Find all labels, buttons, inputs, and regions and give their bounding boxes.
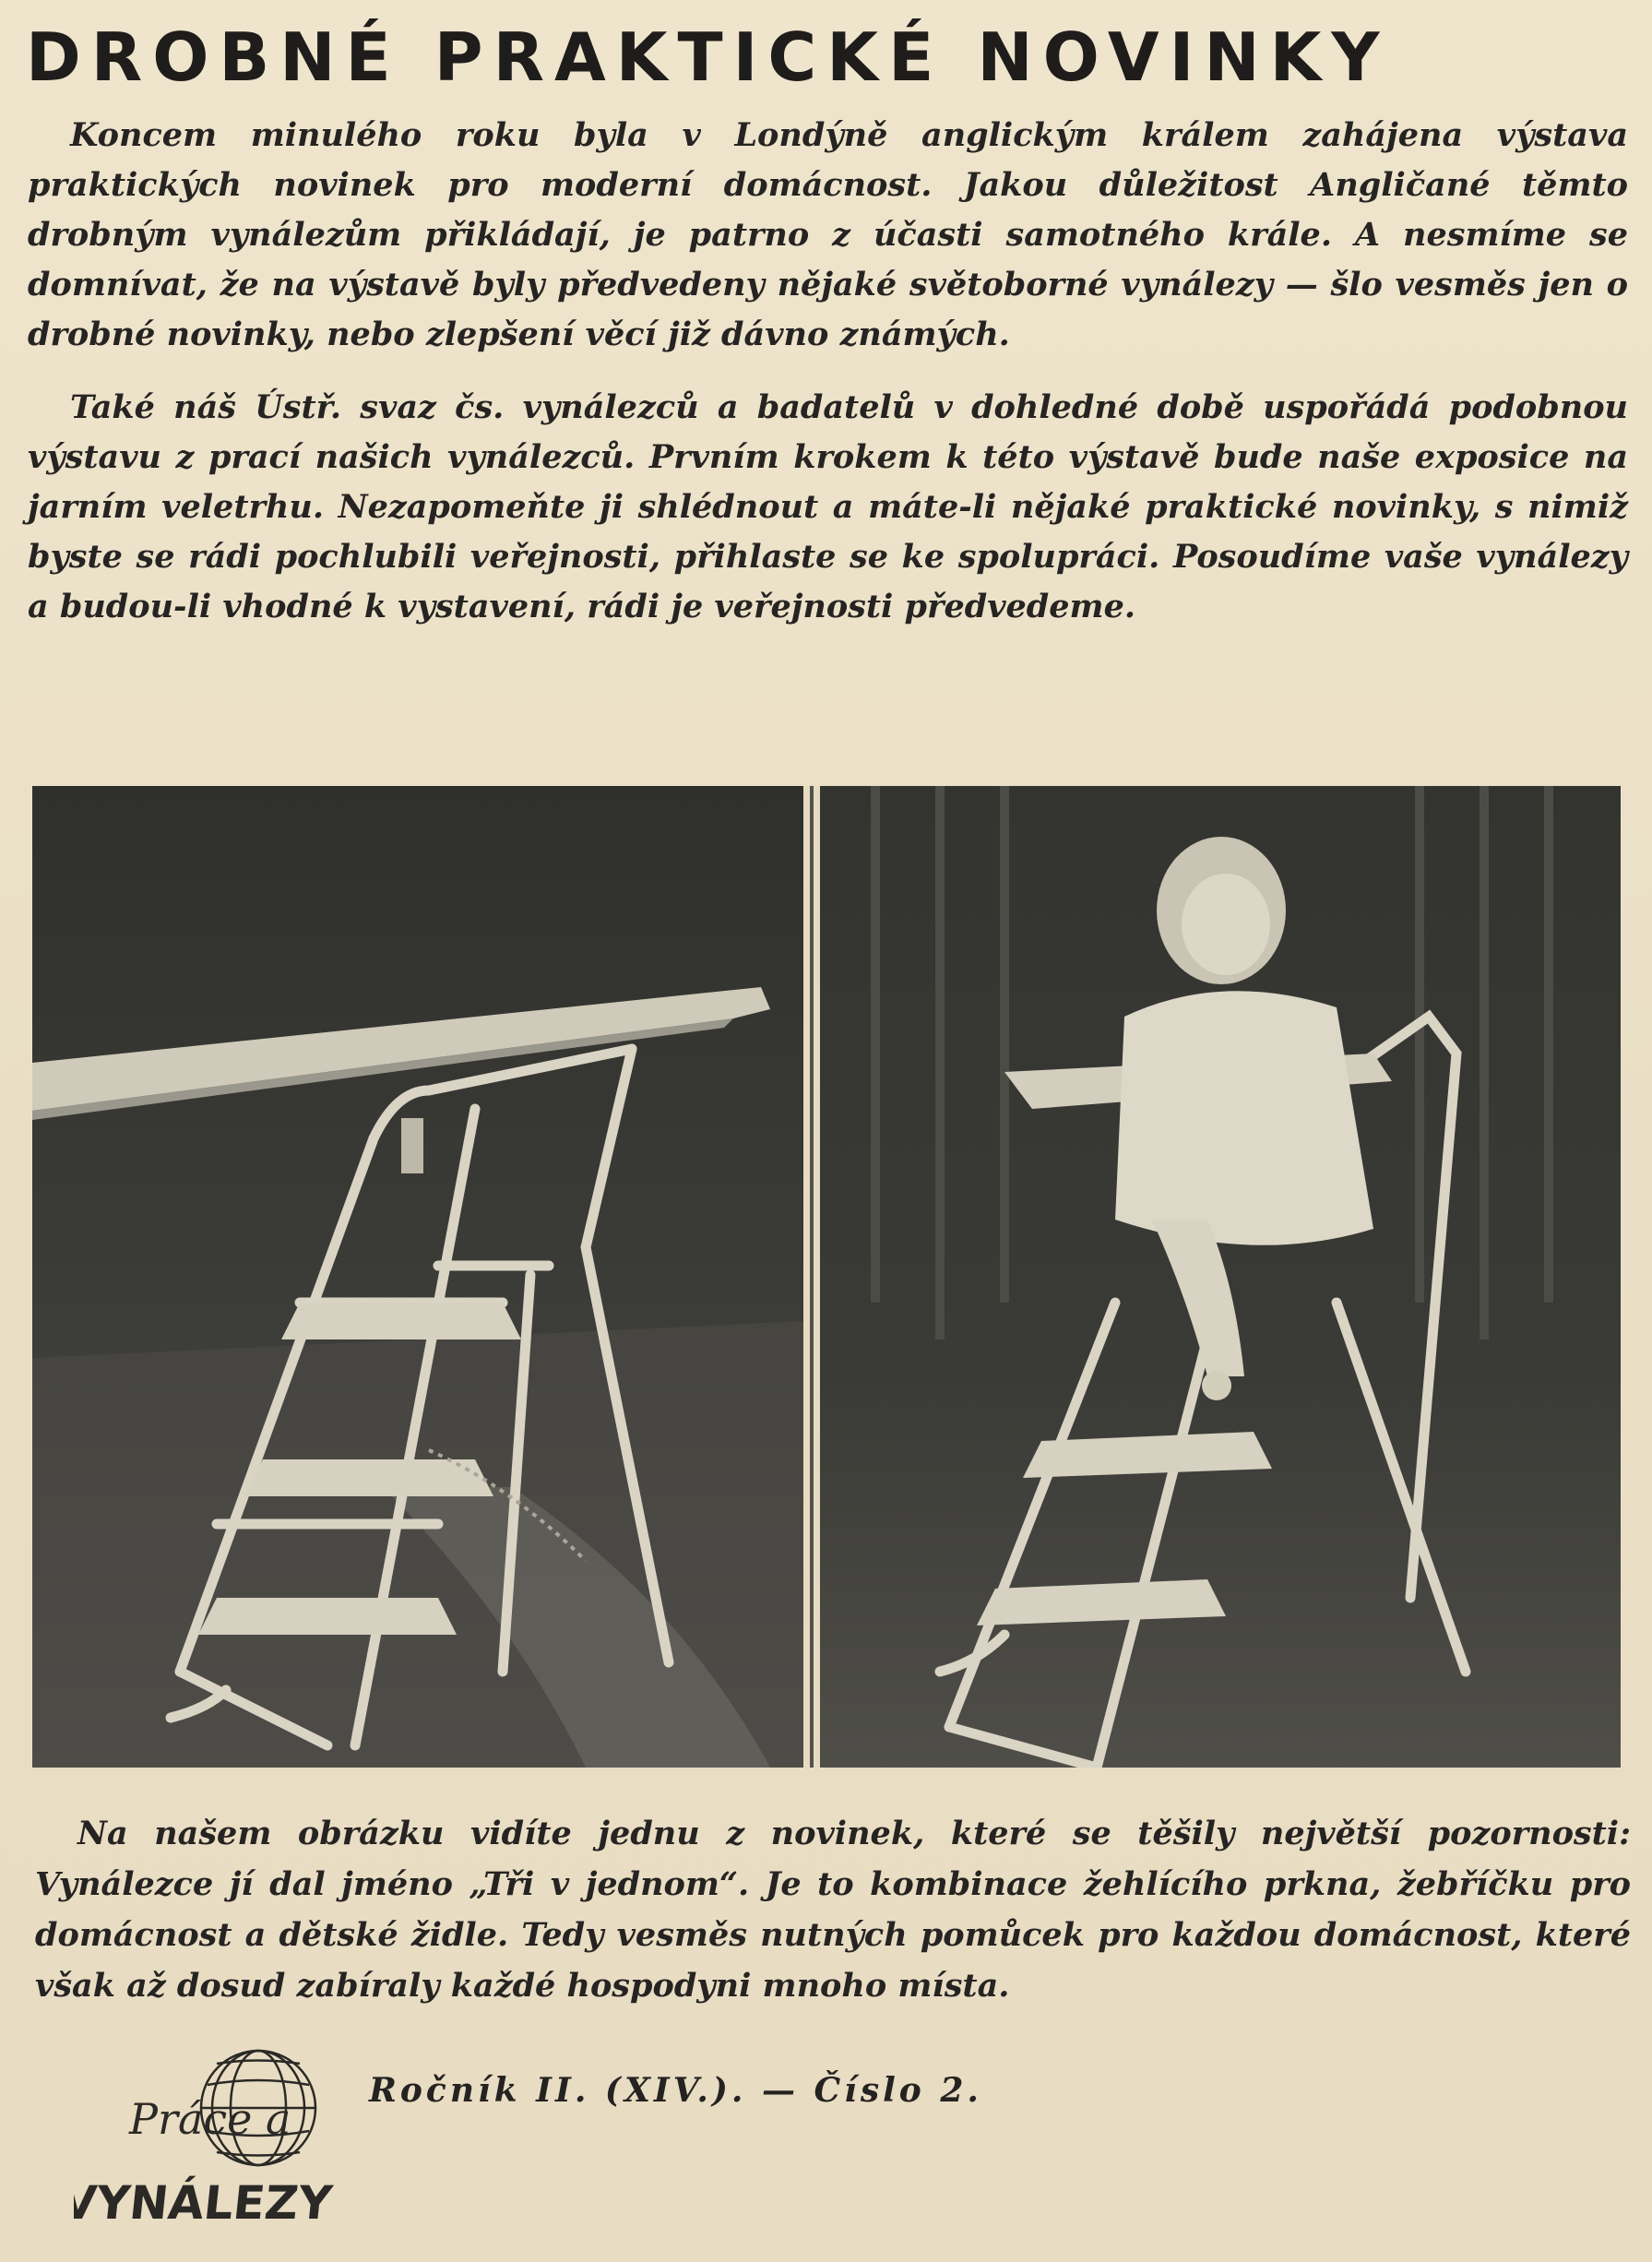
child-high-chair-image (820, 786, 1621, 1768)
page-title: DROBNÉ PRAKTICKÉ NOVINKY (26, 18, 1390, 96)
logo-wordmark: VYNÁLEZY (74, 2175, 335, 2230)
issue-number: Ročník II. (XIV.). — Číslo 2. (369, 2071, 982, 2110)
announcement-paragraph: Také náš Ústř. svaz čs. vynálezců a badatelů v dohledné době uspořádá podobnou výstavu z prací našich vynálezců. Prvním krokem k této výstavě bude naše exposice na jarním veletrhu. Nezapomeňte ji shlédnout a máte-li nějaké praktické novinky, s nimiž byste se rádi pochlubili veřejnosti, přihlaste se ke spolupráci. Posoudíme vaše vynálezy a budou-li vhodné k vystavení, rádi je veřejnosti předvedeme. (28, 388, 1628, 625)
logo-script-text: Práce a (129, 2094, 291, 2144)
ironing-board-ladder-image (32, 786, 803, 1768)
intro-paragraph: Koncem minulého roku byla v Londýně anglickým králem zahájena výstava praktických novinek pro moderní domácnost. Jakou důležitost Angličané těmto drobným vynálezům přikládají, je patrno z účasti samotného krále. A nesmíme se domnívat, že na výstavě byly předvedeny nějaké světoborné vynálezy — šlo vesměs jen o drobné novinky, nebo zlepšení věcí již dávno známých. (28, 116, 1628, 353)
photo-divider-line (810, 786, 814, 1768)
ironing-board-ladder-photo (32, 786, 803, 1768)
child-high-chair-photo (820, 786, 1621, 1768)
prace-a-vynalezy-logo (74, 2043, 351, 2232)
photo-caption-paragraph: Na našem obrázku vidíte jednu z novinek, které se těšily největší pozornosti: Vynálezce jí dal jméno „Tři v jednom“. Je to kombinace žehlícího prkna, žebříčku pro domácnost a dětské židle. Tedy vesměs nutných pomůcek pro každou domácnost, které však až dosud zabíraly každé hospodyni mnoho místa. (35, 1815, 1631, 2005)
globe-logo-icon (74, 2043, 351, 2232)
